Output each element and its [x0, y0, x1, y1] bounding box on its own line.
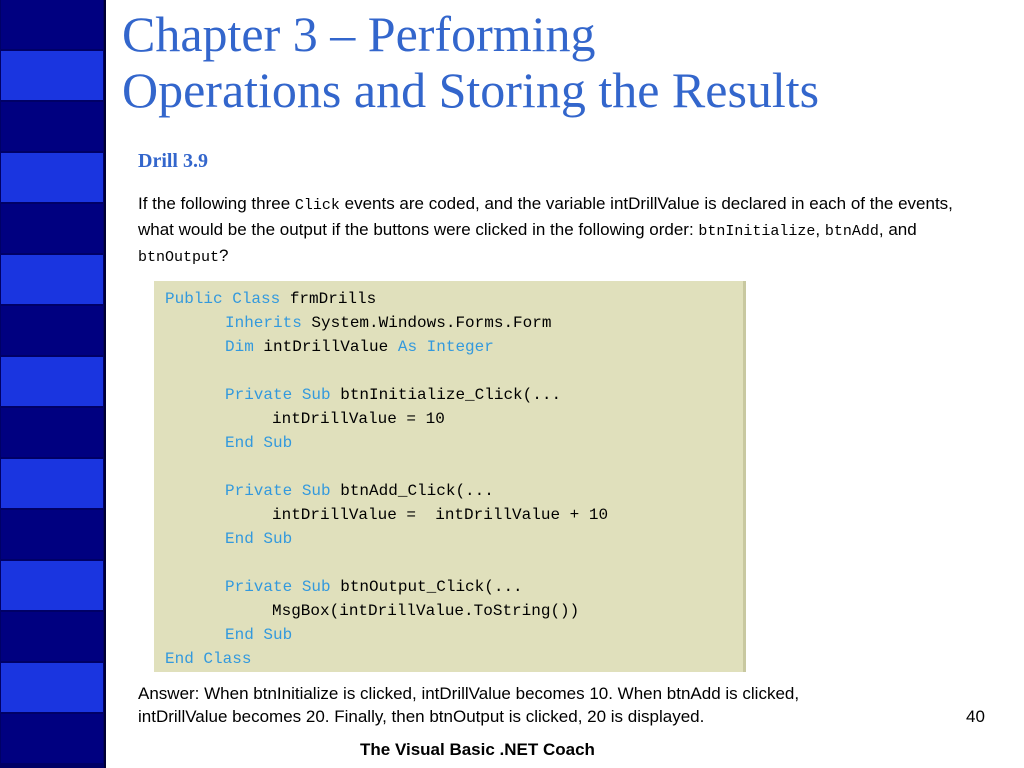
code-keyword: End Class	[165, 650, 252, 668]
code-keyword: Private Sub	[225, 386, 331, 404]
bar-block	[1, 255, 103, 304]
answer-line-1: Answer: When btnInitialize is clicked, intDrillValue becomes 10. When btnAdd is clicked,	[138, 684, 800, 703]
bar-block	[1, 204, 103, 253]
question-separator-1: ,	[815, 220, 825, 239]
bar-block	[1, 357, 103, 406]
code-keyword: End Sub	[225, 626, 293, 644]
code-line: MsgBox(intDrillValue.ToString())	[272, 602, 580, 620]
bar-block	[1, 663, 103, 712]
code-listing	[154, 281, 746, 672]
code-line	[225, 311, 551, 335]
question-separator-2: , and	[878, 220, 917, 239]
bar-block	[1, 510, 103, 559]
question-end: ?	[219, 246, 229, 265]
code-click: Click	[294, 197, 340, 214]
bar-block	[1, 459, 103, 508]
page-number: 40	[966, 707, 985, 726]
code-line	[225, 431, 292, 455]
code-line	[225, 383, 561, 407]
code-keyword: End Sub	[225, 434, 293, 452]
code-btn-add: btnAdd	[824, 223, 879, 240]
code-keyword: End Sub	[225, 530, 293, 548]
code-text: frmDrills	[280, 290, 377, 308]
question-text	[138, 192, 988, 270]
code-line: intDrillValue = 10	[272, 410, 445, 428]
question-part-2: events are coded, and the variable intDrillValue is declared in each of the events, what would be the output if the buttons were clicked in the following order:	[138, 194, 953, 239]
code-btn-output: btnOutput	[138, 249, 220, 266]
code-line	[165, 647, 251, 671]
code-keyword: Inherits	[225, 314, 302, 332]
code-keyword: Private Sub	[225, 482, 331, 500]
code-text: btnOutput_Click(...	[330, 578, 523, 596]
bar-divider	[104, 0, 106, 768]
code-text: btnInitialize_Click(...	[330, 386, 562, 404]
code-keyword: Private Sub	[225, 578, 331, 596]
code-line	[225, 335, 494, 359]
left-decorative-bar	[0, 0, 104, 768]
question-part-1: If the following three	[138, 194, 295, 213]
code-text: intDrillValue	[253, 338, 398, 356]
slide-title	[122, 6, 819, 118]
footer-title: The Visual Basic .NET Coach	[360, 740, 595, 759]
drill-subtitle: Drill 3.9	[138, 150, 208, 172]
bar-block	[1, 714, 103, 763]
code-text: System.Windows.Forms.Form	[301, 314, 552, 332]
code-line: intDrillValue = intDrillValue + 10	[272, 506, 609, 524]
bar-block	[1, 51, 103, 100]
code-btn-initialize: btnInitialize	[698, 223, 816, 240]
bar-block	[1, 612, 103, 661]
code-keyword: As Integer	[397, 338, 494, 356]
bar-block	[1, 408, 103, 457]
code-text: btnAdd_Click(...	[330, 482, 494, 500]
code-line	[225, 479, 494, 503]
code-line	[225, 527, 292, 551]
code-keyword: Public Class	[165, 290, 281, 308]
bar-block	[1, 306, 103, 355]
title-line-2: Operations and Storing the Results	[122, 62, 820, 118]
bar-block	[1, 561, 103, 610]
code-line	[165, 287, 376, 311]
title-line-1: Chapter 3 – Performing	[122, 6, 596, 62]
bar-block	[1, 102, 103, 151]
bar-block	[1, 153, 103, 202]
code-line	[225, 575, 523, 599]
answer-text	[138, 682, 938, 728]
bar-block	[1, 0, 103, 49]
code-keyword: Dim	[225, 338, 254, 356]
answer-line-2: intDrillValue becomes 20. Finally, then btnOutput is clicked, 20 is displayed.	[138, 707, 705, 726]
code-line	[225, 623, 292, 647]
